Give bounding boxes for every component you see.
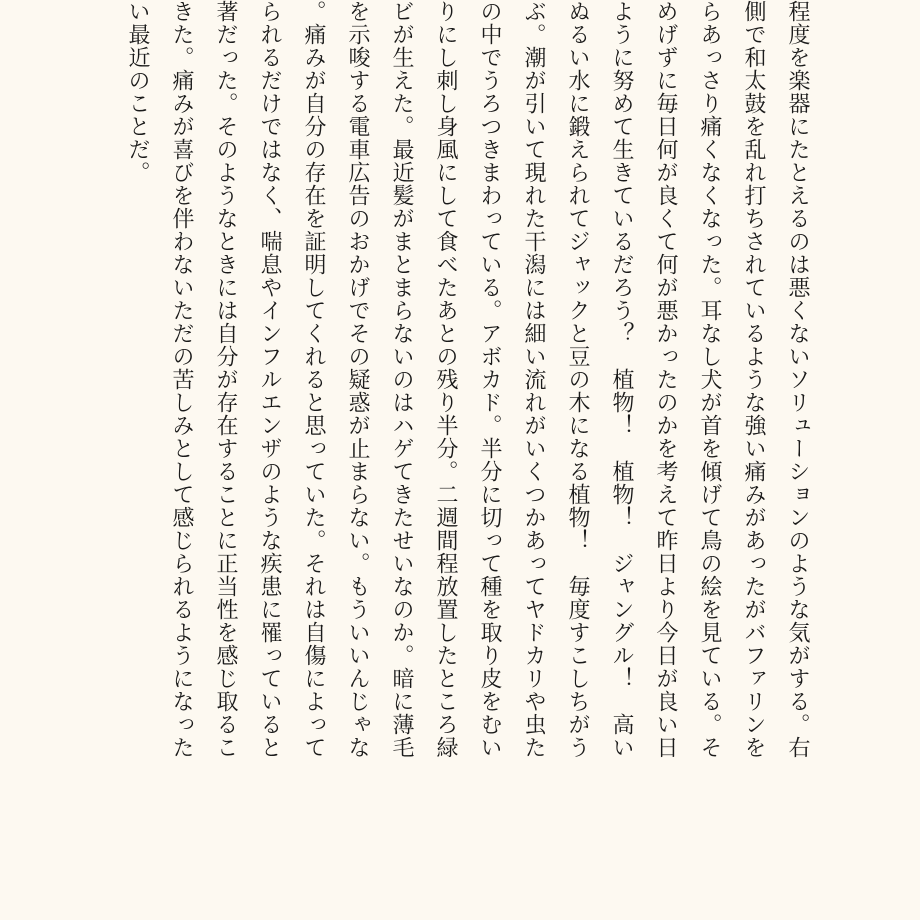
text-line: ように努めて生きているだろう？ 植物！ 植物！ ジャングル！ 高い — [609, 0, 634, 759]
text-line: 程度を楽器にたとえるのは悪くないソリューションのような気がする。右 — [785, 0, 810, 759]
text-line: 著だった。そのようなときには自分が存在することに正当性を感じ取るこ — [213, 0, 238, 759]
text-line: られるだけではなく、喘息やインフルエンザのような疾患に罹っていると — [257, 0, 282, 759]
text-line: きた。痛みが喜びを伴わないただの苦しみとして感じられるようになった — [169, 0, 194, 759]
text-line: ぬるい水に鍛えられてジャックと豆の木になる植物！ 毎度すこしちがう — [565, 0, 590, 759]
text-line: らあっさり痛くなくなった。耳なし犬が首を傾げて鳥の絵を見ている。そ — [697, 0, 722, 759]
vertical-text-body — [115, 0, 819, 835]
text-line: 。痛みが自分の存在を証明してくれると思っていた。それは自傷によって — [301, 0, 326, 759]
text-line: の中でうろつきまわっている。アボカド。半分に切って種を取り皮をむい — [477, 0, 502, 759]
text-line: ビが生えた。最近髪がまとまらないのはハゲてきたせいなのか。暗に薄毛 — [389, 0, 414, 759]
text-line: ぶ。潮が引いて現れた干潟には細い流れがいくつかあってヤドカリや虫た — [521, 0, 546, 759]
text-line: りにし刺し身風にして食べたあとの残り半分。二週間程放置したところ緑 — [433, 0, 458, 759]
text-line: 側で和太鼓を乱れ打ちされているような強い痛みがあったがバファリンを — [741, 0, 766, 759]
text-line: を示唆する電車広告のおかげでその疑惑が止まらない。もういいんじゃな — [345, 0, 370, 759]
text-line: めげずに毎日何が良くて何が悪かったのかを考えて昨日より今日が良い日 — [653, 0, 678, 759]
text-line: い最近のことだ。 — [125, 0, 150, 184]
